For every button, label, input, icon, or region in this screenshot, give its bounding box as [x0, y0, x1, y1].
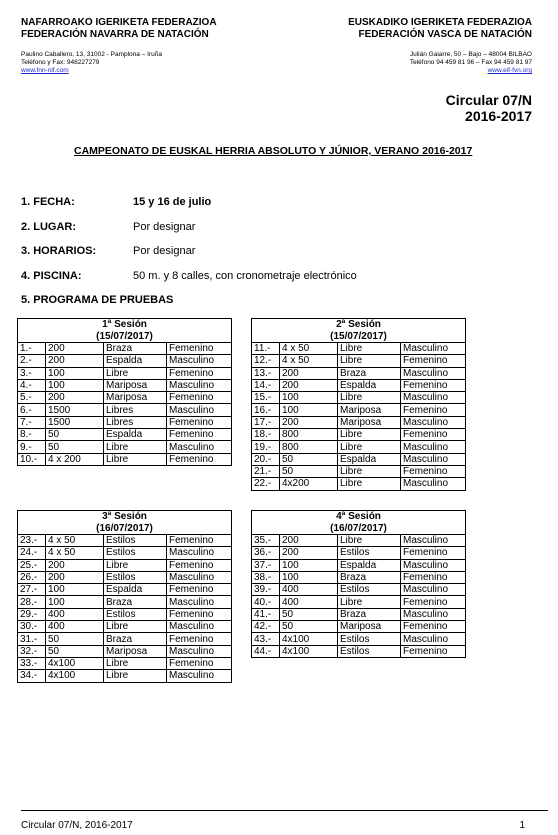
- session-2: [251, 318, 466, 491]
- table-row: [252, 441, 466, 453]
- event-number: 17.-: [252, 416, 280, 428]
- event-category: Masculino: [401, 559, 466, 571]
- event-category: Femenino: [401, 547, 466, 559]
- info-row: [21, 196, 541, 221]
- event-distance: 4 x 50: [280, 343, 338, 355]
- footer-rule: [21, 810, 548, 811]
- event-number: 8.-: [18, 429, 46, 441]
- event-style: Espalda: [104, 355, 167, 367]
- event-number: 30.-: [18, 621, 46, 633]
- event-category: Masculino: [401, 367, 466, 379]
- event-category: Femenino: [167, 608, 232, 620]
- table-row: [18, 392, 232, 404]
- event-category: Femenino: [167, 416, 232, 428]
- event-style: Estilos: [104, 535, 167, 547]
- session-header: [252, 319, 466, 343]
- event-category: Masculino: [167, 621, 232, 633]
- event-number: 10.-: [18, 453, 46, 465]
- event-number: 35.-: [252, 535, 280, 547]
- event-distance: 50: [46, 441, 104, 453]
- event-distance: 100: [46, 596, 104, 608]
- event-category: Masculino: [167, 355, 232, 367]
- session-date: (16/07/2017): [96, 522, 153, 534]
- fvn-name-es: FEDERACIÓN VASCA DE NATACIÓN: [358, 29, 532, 40]
- event-style: Estilos: [338, 547, 401, 559]
- fnn-name-eu: NAFARROAKO IGERIKETA FEDERAZIOA: [21, 17, 217, 28]
- event-distance: 50: [46, 429, 104, 441]
- event-distance: 100: [280, 559, 338, 571]
- event-category: Femenino: [401, 429, 466, 441]
- circular-number: Circular 07/N: [445, 92, 532, 108]
- event-style: Braza: [338, 608, 401, 620]
- event-number: 15.-: [252, 392, 280, 404]
- event-number: 37.-: [252, 559, 280, 571]
- event-distance: 100: [280, 404, 338, 416]
- fvn-address: Julián Gaiarre, 50 – Bajo – 48004 BILBAO: [409, 51, 532, 58]
- table-row: [18, 404, 232, 416]
- event-number: 21.-: [252, 465, 280, 477]
- event-style: Estilos: [104, 547, 167, 559]
- event-style: Libre: [338, 535, 401, 547]
- session-header: [252, 511, 466, 535]
- fnn-phone: Teléfono y Fax: 948227279: [21, 59, 100, 66]
- event-category: Femenino: [167, 343, 232, 355]
- event-number: 36.-: [252, 547, 280, 559]
- event-number: 25.-: [18, 559, 46, 571]
- session-table: [251, 510, 466, 658]
- event-number: 5.-: [18, 392, 46, 404]
- event-number: 13.-: [252, 367, 280, 379]
- event-style: Espalda: [104, 584, 167, 596]
- event-number: 40.-: [252, 596, 280, 608]
- info-value: 15 y 16 de julio: [133, 196, 212, 208]
- event-distance: 100: [46, 379, 104, 391]
- event-category: Masculino: [401, 608, 466, 620]
- event-category: Masculino: [167, 645, 232, 657]
- event-number: 27.-: [18, 584, 46, 596]
- event-number: 2.-: [18, 355, 46, 367]
- event-number: 16.-: [252, 404, 280, 416]
- event-number: 34.-: [18, 670, 46, 682]
- table-row: [252, 596, 466, 608]
- event-distance: 400: [280, 584, 338, 596]
- event-category: Femenino: [401, 379, 466, 391]
- event-category: Masculino: [401, 453, 466, 465]
- page-number: 1: [519, 820, 525, 831]
- event-number: 43.-: [252, 633, 280, 645]
- fnn-name-es: FEDERACIÓN NAVARRA DE NATACIÓN: [21, 29, 209, 40]
- table-row: [252, 404, 466, 416]
- fvn-web-link[interactable]: www.eif-fvn.org: [487, 67, 532, 74]
- event-style: Libre: [338, 441, 401, 453]
- event-distance: 4x200: [280, 478, 338, 490]
- event-number: 26.-: [18, 571, 46, 583]
- info-label: 3. HORARIOS:: [21, 245, 97, 258]
- table-row: [18, 670, 232, 682]
- event-category: Femenino: [167, 584, 232, 596]
- event-category: Femenino: [401, 645, 466, 657]
- table-row: [252, 535, 466, 547]
- document-title: CAMPEONATO DE EUSKAL HERRIA ABSOLUTO Y JÚNIOR, VERANO 2016-2017: [74, 145, 473, 157]
- table-row: [252, 571, 466, 583]
- table-row: [252, 379, 466, 391]
- event-distance: 400: [46, 608, 104, 620]
- event-number: 28.-: [18, 596, 46, 608]
- event-number: 11.-: [252, 343, 280, 355]
- table-row: [252, 453, 466, 465]
- session-title: 4ª Sesión: [336, 511, 381, 522]
- session-title: 2ª Sesión: [336, 319, 381, 330]
- table-row: [252, 355, 466, 367]
- event-category: Masculino: [167, 670, 232, 682]
- info-row: [21, 221, 541, 246]
- info-value: Por designar: [133, 220, 196, 233]
- table-row: [252, 584, 466, 596]
- table-row: [18, 355, 232, 367]
- table-row: [18, 633, 232, 645]
- event-distance: 100: [46, 584, 104, 596]
- event-style: Mariposa: [104, 392, 167, 404]
- session-header: [18, 319, 232, 343]
- event-style: Braza: [104, 633, 167, 645]
- session-title: 3ª Sesión: [102, 511, 147, 522]
- event-number: 12.-: [252, 355, 280, 367]
- event-distance: 4 x 50: [46, 535, 104, 547]
- event-style: Espalda: [338, 559, 401, 571]
- table-row: [252, 559, 466, 571]
- event-style: Estilos: [338, 645, 401, 657]
- table-row: [18, 584, 232, 596]
- event-distance: 50: [46, 645, 104, 657]
- event-style: Espalda: [338, 379, 401, 391]
- event-distance: 200: [46, 559, 104, 571]
- event-number: 39.-: [252, 584, 280, 596]
- event-style: Libre: [104, 367, 167, 379]
- event-distance: 50: [280, 608, 338, 620]
- event-category: Masculino: [401, 392, 466, 404]
- event-category: Femenino: [167, 367, 232, 379]
- event-style: Espalda: [338, 453, 401, 465]
- event-category: Femenino: [167, 633, 232, 645]
- table-row: [18, 657, 232, 669]
- event-category: Masculino: [401, 343, 466, 355]
- event-number: 14.-: [252, 379, 280, 391]
- event-category: Femenino: [401, 571, 466, 583]
- info-sections: [21, 196, 541, 295]
- event-category: Femenino: [401, 596, 466, 608]
- event-number: 7.-: [18, 416, 46, 428]
- table-row: [252, 547, 466, 559]
- event-category: Masculino: [401, 478, 466, 490]
- event-number: 24.-: [18, 547, 46, 559]
- event-distance: 1500: [46, 404, 104, 416]
- info-value: Por designar: [133, 245, 196, 258]
- event-style: Libre: [338, 429, 401, 441]
- event-distance: 200: [280, 535, 338, 547]
- event-distance: 4x100: [46, 670, 104, 682]
- session-date: (16/07/2017): [330, 522, 387, 534]
- event-category: Femenino: [401, 465, 466, 477]
- event-distance: 4 x 50: [46, 547, 104, 559]
- event-category: Masculino: [167, 379, 232, 391]
- event-distance: 4x100: [280, 645, 338, 657]
- info-value: 50 m. y 8 calles, con cronometraje electrónico: [133, 270, 357, 283]
- table-row: [252, 392, 466, 404]
- event-style: Estilos: [338, 584, 401, 596]
- event-number: 32.-: [18, 645, 46, 657]
- event-category: Masculino: [167, 441, 232, 453]
- event-style: Mariposa: [104, 379, 167, 391]
- event-distance: 4x100: [46, 657, 104, 669]
- session-4: [251, 510, 466, 658]
- event-category: Femenino: [167, 453, 232, 465]
- info-label: 4. PISCINA:: [21, 270, 82, 283]
- session-table: [17, 510, 232, 683]
- header-left: [21, 17, 217, 75]
- event-style: Libres: [104, 416, 167, 428]
- event-number: 19.-: [252, 441, 280, 453]
- header-right: [348, 17, 532, 75]
- table-row: [252, 429, 466, 441]
- event-distance: 200: [46, 571, 104, 583]
- info-row: [21, 270, 541, 295]
- event-style: Libre: [338, 392, 401, 404]
- event-distance: 200: [46, 343, 104, 355]
- table-row: [252, 367, 466, 379]
- table-row: [252, 465, 466, 477]
- event-style: Libre: [104, 453, 167, 465]
- event-distance: 100: [280, 571, 338, 583]
- session-1: [17, 318, 232, 466]
- event-distance: 50: [280, 453, 338, 465]
- event-category: Femenino: [401, 621, 466, 633]
- event-style: Libre: [104, 559, 167, 571]
- table-row: [18, 596, 232, 608]
- info-label: 1. FECHA:: [21, 196, 75, 208]
- event-style: Libre: [104, 670, 167, 682]
- event-distance: 200: [46, 392, 104, 404]
- event-distance: 50: [280, 621, 338, 633]
- table-row: [252, 633, 466, 645]
- event-distance: 800: [280, 441, 338, 453]
- event-number: 6.-: [18, 404, 46, 416]
- table-row: [18, 429, 232, 441]
- event-style: Libre: [338, 596, 401, 608]
- table-row: [18, 571, 232, 583]
- event-distance: 100: [280, 392, 338, 404]
- table-row: [18, 441, 232, 453]
- table-row: [252, 608, 466, 620]
- event-style: Libre: [104, 441, 167, 453]
- event-number: 3.-: [18, 367, 46, 379]
- table-row: [252, 645, 466, 657]
- event-style: Libre: [338, 465, 401, 477]
- event-style: Espalda: [104, 429, 167, 441]
- table-row: [18, 379, 232, 391]
- event-number: 41.-: [252, 608, 280, 620]
- table-row: [18, 343, 232, 355]
- table-row: [18, 453, 232, 465]
- event-distance: 200: [280, 379, 338, 391]
- fvn-name-eu: EUSKADIKO IGERIKETA FEDERAZIOA: [348, 17, 532, 28]
- event-distance: 800: [280, 429, 338, 441]
- info-label: 2. LUGAR:: [21, 220, 76, 233]
- event-style: Braza: [104, 343, 167, 355]
- event-number: 38.-: [252, 571, 280, 583]
- event-style: Estilos: [338, 633, 401, 645]
- event-style: Estilos: [104, 608, 167, 620]
- event-number: 18.-: [252, 429, 280, 441]
- session-title: 1ª Sesión: [102, 319, 147, 330]
- event-distance: 200: [280, 416, 338, 428]
- event-style: Libre: [338, 343, 401, 355]
- event-number: 42.-: [252, 621, 280, 633]
- table-row: [252, 621, 466, 633]
- session-table: [17, 318, 232, 466]
- table-row: [18, 416, 232, 428]
- event-category: Femenino: [167, 392, 232, 404]
- event-style: Mariposa: [338, 404, 401, 416]
- event-style: Mariposa: [104, 645, 167, 657]
- session-date: (15/07/2017): [96, 330, 153, 342]
- table-row: [252, 478, 466, 490]
- event-distance: 4 x 200: [46, 453, 104, 465]
- table-row: [18, 559, 232, 571]
- session-table: [251, 318, 466, 491]
- event-style: Estilos: [104, 571, 167, 583]
- table-row: [18, 547, 232, 559]
- event-style: Libre: [104, 621, 167, 633]
- circular-season: 2016-2017: [465, 108, 532, 124]
- event-style: Libre: [338, 478, 401, 490]
- fvn-phone: Teléfono 94 459 81 96 – Fax 94 459 81 97: [409, 59, 532, 66]
- event-number: 20.-: [252, 453, 280, 465]
- event-category: Masculino: [167, 404, 232, 416]
- event-distance: 100: [46, 367, 104, 379]
- event-number: 1.-: [18, 343, 46, 355]
- event-distance: 1500: [46, 416, 104, 428]
- event-category: Masculino: [167, 547, 232, 559]
- session-3: [17, 510, 232, 683]
- table-row: [18, 621, 232, 633]
- event-style: Libres: [104, 404, 167, 416]
- table-row: [18, 608, 232, 620]
- event-style: Braza: [104, 596, 167, 608]
- event-number: 29.-: [18, 608, 46, 620]
- session-date: (15/07/2017): [330, 330, 387, 342]
- table-row: [252, 343, 466, 355]
- table-row: [18, 645, 232, 657]
- event-style: Libre: [338, 355, 401, 367]
- event-category: Masculino: [401, 584, 466, 596]
- event-distance: 200: [46, 355, 104, 367]
- event-category: Femenino: [167, 535, 232, 547]
- event-category: Masculino: [167, 571, 232, 583]
- event-number: 31.-: [18, 633, 46, 645]
- event-distance: 50: [280, 465, 338, 477]
- footer-left: Circular 07/N, 2016-2017: [21, 820, 133, 831]
- event-distance: 4 x 50: [280, 355, 338, 367]
- event-number: 23.-: [18, 535, 46, 547]
- session-header: [18, 511, 232, 535]
- event-style: Braza: [338, 367, 401, 379]
- event-style: Braza: [338, 571, 401, 583]
- table-row: [18, 535, 232, 547]
- program-title: 5. PROGRAMA DE PRUEBAS: [21, 294, 174, 306]
- event-category: Femenino: [167, 657, 232, 669]
- fnn-address: Paulino Caballero, 13, 31002 - Pamplona – Iruña: [21, 51, 162, 58]
- event-distance: 50: [46, 633, 104, 645]
- info-row: [21, 245, 541, 270]
- event-style: Mariposa: [338, 621, 401, 633]
- table-row: [252, 416, 466, 428]
- circular-block: [446, 92, 532, 124]
- event-distance: 4x100: [280, 633, 338, 645]
- event-style: Libre: [104, 657, 167, 669]
- event-category: Masculino: [401, 416, 466, 428]
- event-number: 33.-: [18, 657, 46, 669]
- fnn-web-link[interactable]: www.fnn-nif.com: [21, 67, 69, 74]
- event-distance: 200: [280, 367, 338, 379]
- event-number: 9.-: [18, 441, 46, 453]
- event-category: Masculino: [401, 535, 466, 547]
- event-category: Femenino: [401, 404, 466, 416]
- event-distance: 200: [280, 547, 338, 559]
- event-number: 44.-: [252, 645, 280, 657]
- event-style: Mariposa: [338, 416, 401, 428]
- event-number: 22.-: [252, 478, 280, 490]
- event-category: Masculino: [401, 633, 466, 645]
- event-distance: 400: [280, 596, 338, 608]
- event-category: Masculino: [401, 441, 466, 453]
- event-number: 4.-: [18, 379, 46, 391]
- event-category: Masculino: [167, 596, 232, 608]
- event-category: Femenino: [167, 429, 232, 441]
- table-row: [18, 367, 232, 379]
- event-distance: 400: [46, 621, 104, 633]
- event-category: Femenino: [401, 355, 466, 367]
- event-category: Femenino: [167, 559, 232, 571]
